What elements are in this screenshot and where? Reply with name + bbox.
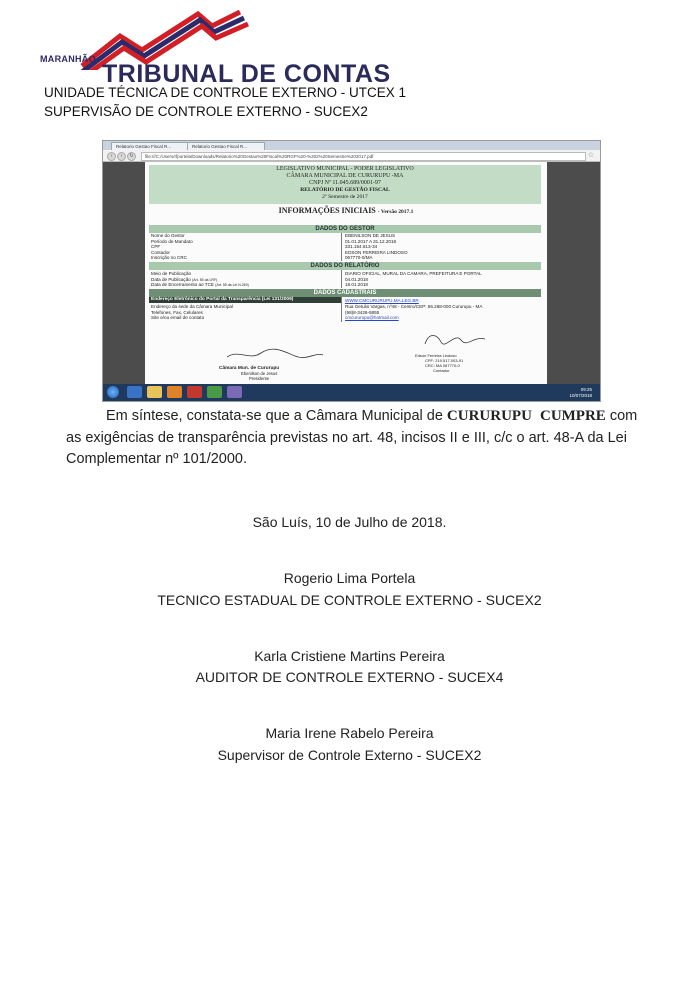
divider [341, 233, 342, 261]
field-note: (Art. 55 da Lei N.269) [215, 283, 249, 287]
compliance-status: CUMPRE [539, 408, 606, 424]
field-value: 04.01.2018 [345, 276, 368, 282]
para-text: Em síntese, constata-se que a Câmara Municipal de [106, 408, 447, 424]
sig-line: Presidente [249, 376, 270, 381]
field-label: CPF [151, 244, 161, 249]
city-name: CURURUPU [446, 408, 532, 424]
reload-icon: ↻ [127, 152, 136, 161]
field-label-text: Data de Publicação [151, 276, 191, 282]
signature-scribble-icon [415, 330, 495, 348]
field-value: 331.154.613-34 [345, 244, 378, 249]
field-label: Contador [151, 249, 170, 255]
field-value: EDSON FERREIRA LINDOSO [345, 249, 408, 255]
address-field: file:///C:/Users/rfportela/Downloads/Relatorio%20Gestao%20Fiscal%20RGF%20-%202%20Semestre%202017.pdf [141, 152, 586, 161]
field-value: EBENILSON DE JESUS [345, 233, 396, 238]
pdf-title [145, 206, 547, 215]
date-line: São Luís, 10 de Julho de 2018. [252, 514, 447, 530]
clock-time: 09:25 [580, 387, 592, 392]
browser-tab: Relatorio Gestao Fiscal R... [187, 142, 265, 151]
section-relatorio: DADOS DO RELATÓRIO [149, 262, 541, 270]
signature-left [219, 347, 329, 381]
field-label: Meio de Publicação [151, 271, 192, 276]
forward-icon: › [117, 152, 126, 161]
sig-line: Câmara Mun. de Cururupu [219, 366, 280, 371]
sig-line: CRC: MA 067770-0 [425, 363, 460, 368]
pdf-viewer [103, 162, 600, 384]
pdf-line: 2º Semestre de 2017 [322, 194, 368, 200]
field-label: Período de Mandato [151, 238, 193, 244]
conclusion-paragraph [66, 406, 644, 471]
supervision-line: SUPERVISÃO DE CONTROLE EXTERNO - SUCEX2 [44, 104, 368, 119]
pdf-line: LEGISLATIVO MUNICIPAL - PODER LEGISLATIVO [276, 166, 414, 172]
sig-line: Contador [433, 368, 450, 373]
media-icon [167, 386, 182, 398]
signatory-name: Rogerio Lima Portela [283, 570, 416, 586]
acrobat-icon [187, 386, 202, 398]
field-value: 18.01.2018 [345, 282, 368, 287]
pdf-title-text: INFORMAÇÕES INICIAIS [278, 206, 376, 215]
field-label: Nome do Gestor [151, 233, 185, 238]
signatory-name: Maria Irene Rabelo Pereira [265, 725, 434, 741]
embedded-screenshot [102, 140, 601, 402]
field-value: DIARIO OFICIAL, MURAL DA CAMARA, PREFEITURA E PORTAL [345, 271, 482, 276]
org-name: TRIBUNAL DE CONTAS [102, 60, 391, 88]
pdf-line: CÂMARA MUNICIPAL DE CURURUPU -MA [286, 173, 404, 179]
signatory-title: TECNICO ESTADUAL DE CONTROLE EXTERNO - SUCEX2 [157, 592, 542, 608]
app-icon [227, 386, 242, 398]
field-label: Site e/ou email de contato [151, 315, 205, 320]
windows-taskbar [103, 384, 600, 401]
field-label: Telefones, Fax, Celulares [151, 309, 203, 315]
org-state: MARANHÃO [40, 54, 96, 64]
signatory-title: Supervisor de Controle Externo - SUCEX2 [217, 747, 482, 763]
divider [341, 297, 342, 322]
signature-scribble-icon [219, 347, 329, 361]
portal-label: Endereço Eletrônico do Portal da Transparência (Lei 131/2009) [149, 297, 341, 303]
pdf-version: - Versão 2017.1 [377, 209, 414, 215]
field-label: Inscrição no CRC [151, 255, 187, 260]
start-icon [107, 386, 119, 398]
signatory-name: Karla Cristiene Martins Pereira [254, 648, 445, 664]
sig-line: CPF: 219.517.003-91 [425, 358, 464, 363]
pdf-page [145, 162, 547, 384]
browser-tab: Relatorio Gestao Fiscal R... [111, 142, 189, 151]
field-value: Rua Getulio Vargas, nº48 - Centro/CEP: 65.268-000 Cururupu - MA [345, 304, 483, 309]
portal-link: WWW.CMCURURUPU.MA.LEG.BR [345, 298, 419, 303]
star-icon: ☆ [587, 152, 594, 159]
pdf-line: CNPJ Nº 11.045.689/0001-97 [309, 180, 381, 186]
taskbar-clock [569, 387, 592, 398]
folder-icon [147, 386, 162, 398]
field-value: 01.01.2017 A 31.12.2018 [345, 238, 397, 244]
field-label: Endereço da sede da Câmara Municipal [151, 304, 233, 309]
browser-urlbar [103, 150, 600, 162]
email-link: cmcururupu@hotmail.com [345, 315, 399, 320]
divider [341, 270, 342, 288]
field-label [151, 282, 249, 287]
section-gestor: DADOS DO GESTOR [149, 225, 541, 233]
chrome-icon [207, 386, 222, 398]
browser-tabbar [103, 141, 600, 150]
unit-line: UNIDADE TÉCNICA DE CONTROLE EXTERNO - UTCEX 1 [44, 85, 407, 100]
section-cadastrais: DADOS CADASTRAIS [149, 289, 541, 297]
field-label [151, 277, 217, 282]
pdf-header [149, 165, 541, 204]
pdf-line: RELATÓRIO DE GESTÃO FISCAL [300, 187, 390, 193]
sig-line: Ebenilson de Jesus [241, 371, 278, 376]
sig-line: Edson Ferreira Lindoso [415, 353, 457, 358]
para-text: com as exigências de transparência previstas no art. 48, incisos II e III, c/c o art. 48-A da Lei Complementar nº 101/2000. [66, 408, 638, 467]
field-label-text: Data de Encerramento ao TCE [151, 282, 214, 287]
signature-right [415, 330, 525, 373]
signatory-title: AUDITOR DE CONTROLE EXTERNO - SUCEX4 [195, 669, 504, 685]
field-value: 067770-0/MA [345, 255, 373, 260]
field-note: (Art. 55 da LRF) [192, 277, 218, 282]
tribunal-logo [40, 10, 391, 90]
ie-icon [127, 386, 142, 398]
field-value: (98)8-3426-5855 [345, 309, 380, 315]
clock-date: 10/07/2018 [569, 392, 592, 398]
back-icon: ‹ [107, 152, 116, 161]
